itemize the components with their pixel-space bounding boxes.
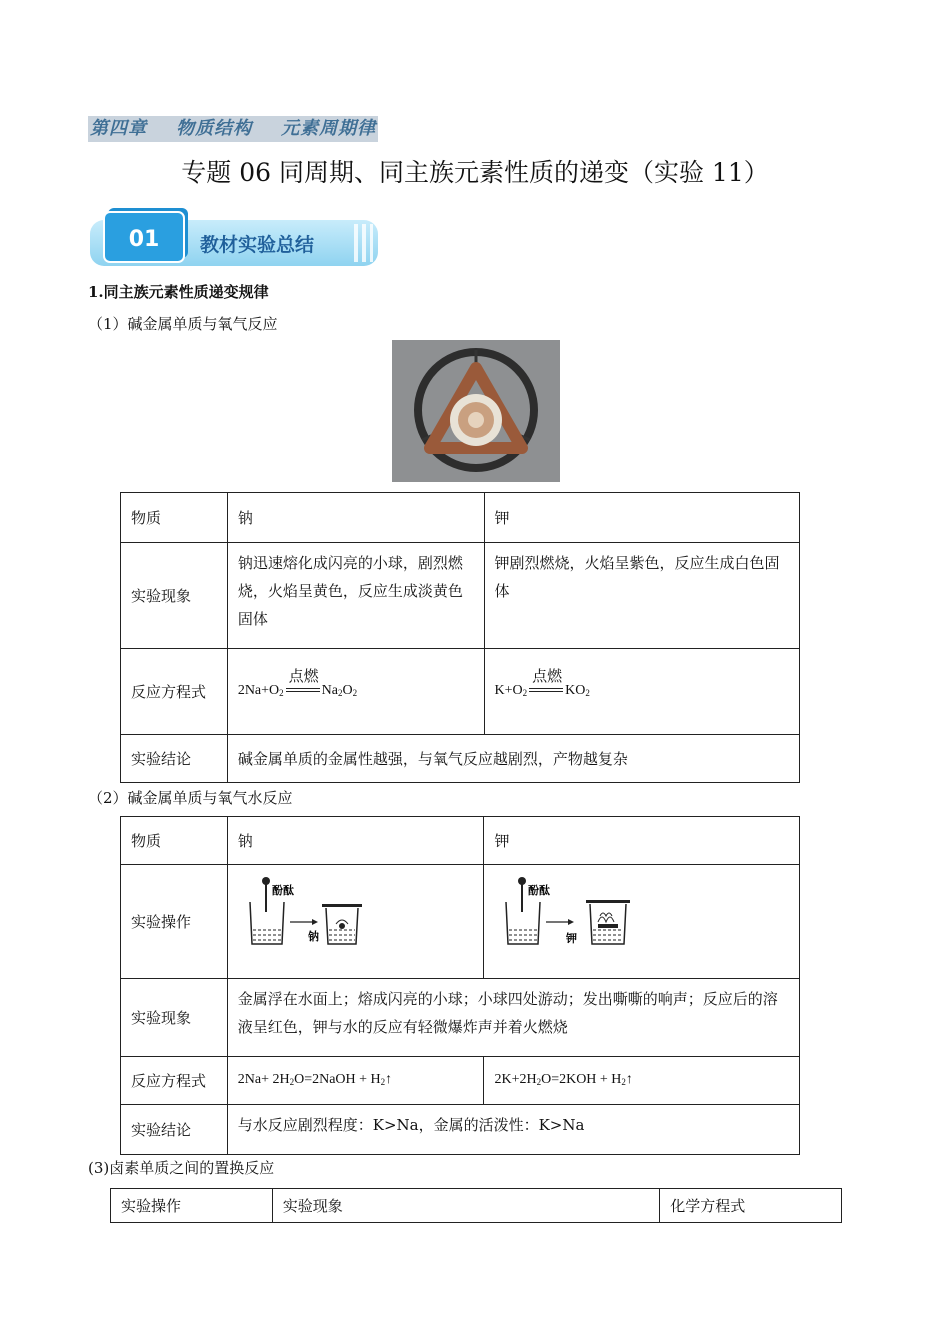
row-label-equation: 反应方程式 [121, 1057, 228, 1105]
header-sodium: 钠 [227, 817, 484, 865]
header-potassium: 钾 [484, 817, 800, 865]
row-label-conclusion: 实验结论 [121, 735, 228, 783]
section-heading: 1.同主族元素性质递变规律 [88, 283, 269, 301]
potassium-label: 钾 [566, 932, 578, 945]
chapter-heading: 第四章 物质结构 元素周期律 [88, 116, 378, 142]
row-label-equation: 反应方程式 [121, 649, 228, 735]
k-water-equation: $2K+2H_2O=2KOH$ + $H_2↑$ [484, 1057, 800, 1105]
crucible-photo [392, 340, 560, 482]
sodium-label: 钠 [307, 930, 319, 943]
banner-number: 01 [128, 227, 160, 252]
table-halogen-displacement [110, 1188, 842, 1223]
header-potassium: 钾 [484, 493, 800, 543]
header-phenomenon: 实验现象 [272, 1189, 659, 1223]
condition-label: 点燃 [288, 667, 319, 686]
phenomenon: 金属浮在水面上；熔成闪亮的小球；小球四处游动；发出嘶嘶的响声；反应后的溶液呈红色，钾与水的反应有轻微爆炸声并着火燃烧 [227, 979, 799, 1057]
subheading-3: (3)卤素单质之间的置换反应 [88, 1159, 275, 1177]
subheading-1: （1）碱金属单质与氧气反应 [88, 315, 278, 333]
k-equation: $K+O_2$ 点燃 $KO_2$ [484, 649, 800, 735]
row-label-operation: 实验操作 [121, 865, 228, 979]
subheading-2: （2）碱金属单质与氧气水反应 [88, 789, 293, 807]
sodium-beaker-diagram [238, 872, 388, 962]
header-equation: 化学方程式 [660, 1189, 842, 1223]
na-operation-figure [227, 865, 484, 979]
condition-label: 点燃 [532, 667, 563, 686]
na-equation: $2Na+O_2$ 点燃 $Na_2O_2$ [227, 649, 484, 735]
na-water-equation: $2Na+ 2H_2O=2NaOH$ + $H_2↑$ [227, 1057, 484, 1105]
page-title: 专题 06 同周期、同主族元素性质的递变（实验 11） [181, 158, 769, 187]
conclusion: 碱金属单质的金属性越强，与氧气反应越剧烈，产物越复杂 [227, 735, 799, 783]
header-sodium: 钠 [227, 493, 484, 543]
k-phenomenon: 钾剧烈燃烧，火焰呈紫色，反应生成白色固体 [484, 543, 800, 649]
table-alkali-oxygen [120, 492, 800, 783]
banner-label: 教材实验总结 [200, 234, 315, 256]
section-banner [90, 206, 380, 268]
table-alkali-water [120, 816, 800, 1155]
header-substance: 物质 [121, 817, 228, 865]
k-operation-figure [484, 865, 800, 979]
header-operation: 实验操作 [111, 1189, 273, 1223]
na-phenomenon: 钠迅速熔化成闪亮的小球，剧烈燃烧，火焰呈黄色，反应生成淡黄色固体 [227, 543, 484, 649]
row-label-conclusion: 实验结论 [121, 1105, 228, 1155]
potassium-beaker-diagram [494, 872, 654, 962]
phenolphthalein-label: 酚酞 [271, 884, 294, 897]
row-label-phenomenon: 实验现象 [121, 979, 228, 1057]
conclusion: 与水反应剧烈程度：K>Na，金属的活泼性：K>Na [227, 1105, 799, 1155]
phenolphthalein-label: 酚酞 [528, 884, 551, 897]
row-label-phenomenon: 实验现象 [121, 543, 228, 649]
header-substance: 物质 [121, 493, 228, 543]
